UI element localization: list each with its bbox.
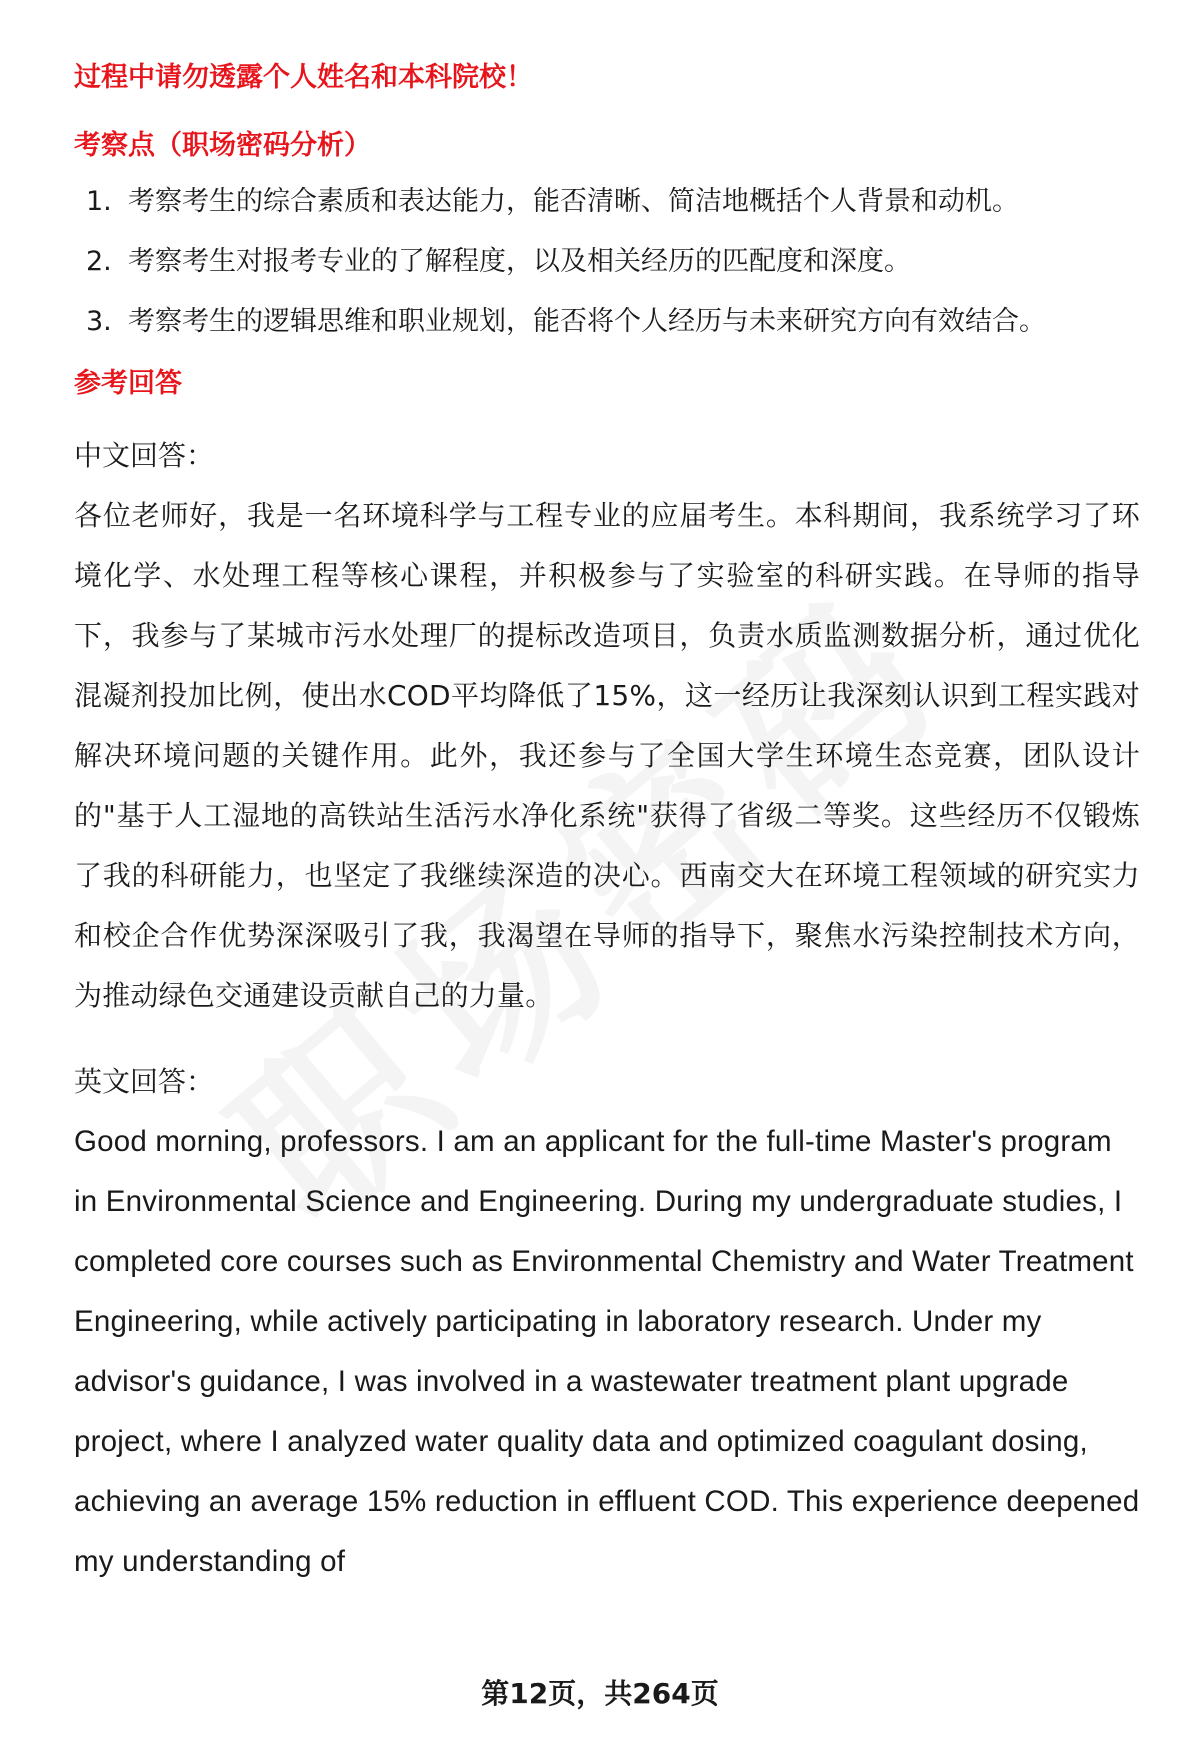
english-answer-text: Good morning, professors. I am an applicant for the full-time Master's program in Environmental Science and Engineering. During my undergraduate studies, I completed core courses such as Environmental Chemistry and Water Treatment Engineering, while actively participating in laboratory research. Under my advisor's guidance, I was involved in a wastewater treatment plant upgrade project, where I analyzed water quality data and optimized coagulant dosing, achieving an average 15% reduction in effluent COD. This experience deepened my understanding of [74,1125,1140,1578]
list-item [74,302,1140,342]
reference-answer-title: 参考回答 [74,368,182,399]
list-item [74,182,1140,222]
exam-points-list [74,182,1140,342]
chinese-answer-text: 各位老师好，我是一名环境科学与工程专业的应届考生。本科期间，我系统学习了环境化学、水处理工程等核心课程，并积极参与了实验室的科研实践。在导师的指导下，我参与了某城市污水处理厂的提标改造项目，负责水质监测数据分析，通过优化混凝剂投加比例，使出水COD平均降低了15%，这一经历让我深刻认识到工程实践对解决环境问题的关键作用。此外，我还参与了全国大学生环境生态竞赛，团队设计的"基于人工湿地的高铁站生活污水净化系统"获得了省级二等奖。这些经历不仅锻炼了我的科研能力，也坚定了我继续深造的决心。西南交大在环境工程领域的研究实力和校企合作优势深深吸引了我，我渴望在导师的指导下，聚焦水污染控制技术方向，为推动绿色交通建设贡献自己的力量。 [74,499,1140,1012]
english-answer-label: 英文回答： [74,1065,215,1098]
chinese-answer-label: 中文回答： [74,439,215,472]
exam-points-title: 考察点（职场密码分析） [74,130,371,161]
list-item-text: 考察考生的逻辑思维和职业规划，能否将个人经历与未来研究方向有效结合。 [128,306,1046,337]
page-number-footer: 第12页，共264页 [481,1677,719,1710]
privacy-warning: 过程中请勿透露个人姓名和本科院校！ [74,62,533,93]
list-number: 1. [86,186,112,217]
list-item-text: 考察考生对报考专业的了解程度，以及相关经历的匹配度和深度。 [128,246,911,277]
list-number: 3. [86,306,112,337]
list-number: 2. [86,246,112,277]
list-item [74,242,1140,282]
list-item-text: 考察考生的综合素质和表达能力，能否清晰、简洁地概括个人背景和动机。 [128,186,1019,217]
